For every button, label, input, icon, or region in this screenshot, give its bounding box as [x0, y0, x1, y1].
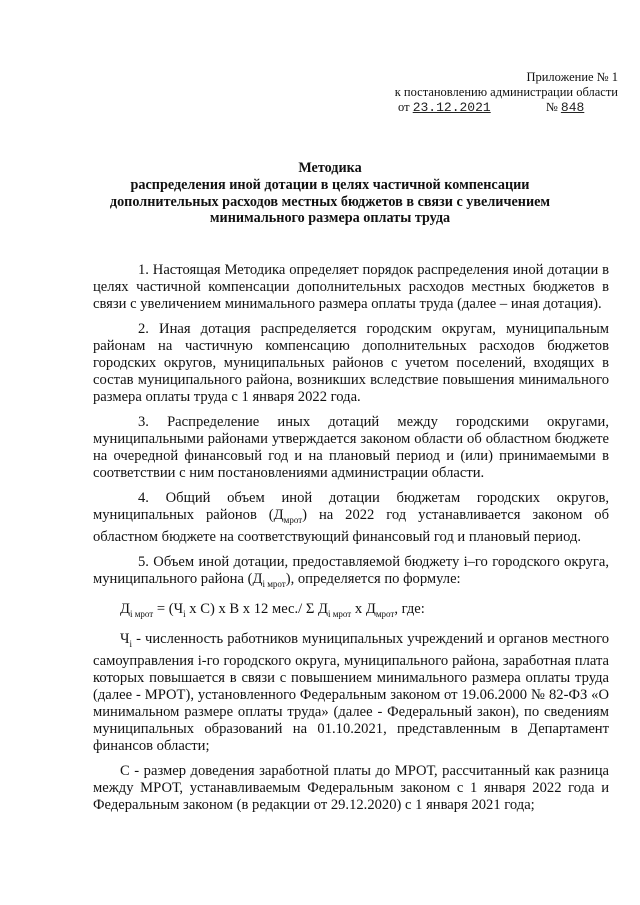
paragraph-4: [93, 490, 609, 546]
title-line-4: минимального размера оплаты труда: [209, 210, 451, 227]
title-line-2: распределения иной дотации в целях частичной компенсации: [130, 176, 530, 193]
formula-part-5: , где:: [394, 600, 425, 617]
formula: [93, 601, 609, 623]
formula-sub-1: i мрот: [129, 608, 154, 619]
paragraph-4-part-b: ) на 2022 год устанавливается законом об областном бюджете на соответствующий финансовый год и плановый период.: [93, 507, 610, 545]
formula-sub-2: i: [183, 608, 186, 619]
formula-sub-4: мрот: [375, 608, 395, 619]
resolution-number: 848: [560, 100, 585, 115]
formula-sub-3: i мрот: [327, 608, 352, 619]
formula-part-2: = (Ч: [153, 600, 184, 617]
number-wrap: [546, 100, 584, 115]
paragraph-5-sub: i мрот: [262, 578, 286, 589]
appendix-header: [370, 70, 618, 115]
paragraph-5: [93, 554, 609, 593]
paragraph-4-sub: мрот: [283, 514, 303, 525]
appendix-resolution-ref: к постановлению администрации области: [394, 85, 618, 99]
definition-ch-symbol: Ч: [120, 630, 130, 647]
paragraph-3: 3. Распределение иных дотаций между городскими округами, муниципальными районами утверждается законом области об областном бюджете на очередной финансовый год и на плановый период и (или) принимаемыми в соответствии с ним постановлениями администрации области.: [93, 414, 609, 481]
document-title: [90, 160, 570, 227]
appendix-number: Приложение № 1: [526, 70, 618, 84]
formula-part-3: х С) х В х 12 мес./ Σ Д: [185, 600, 328, 617]
paragraph-5-part-a: 5. Объем иной дотации, предоставляемой бюджету i–го городского округа, муниципального района (Д: [93, 553, 609, 587]
paragraph-1: 1. Настоящая Методика определяет порядок распределения иной дотации в целях частичной компенсации дополнительных расходов местных бюджетов в связи с увеличением минимального размера оплаты труда (далее – иная дотация).: [93, 262, 609, 312]
definition-c: С - размер доведения заработной платы до МРОТ, рассчитанный как разница между МРОТ, устанавливаемым Федеральным законом с 1 января 2022 года и Федеральным законом (в редакции от 29.12.2020) с 1 января 2021 года;: [93, 762, 609, 813]
definition-ch-text: - численность работников муниципальных учреждений и органов местного самоуправления i-го городского округа, муниципального района, заработная плата которых повышается в связи с повышением минимального размера оплаты труда (далее - МРОТ), установленного Федеральным законом от 19.06.2000 № 82-ФЗ «О минимальном размере оплаты труда» (далее - Федеральный закон), по сведениям муниципальных образований на 01.10.2021, представленным в Департамент финансов области;: [93, 630, 609, 754]
paragraph-5-part-b: ), определяется по формуле:: [285, 570, 461, 587]
paragraph-4-part-a: 4. Общий объем иной дотации бюджетам городских округов, муниципальных районов (Д: [93, 490, 609, 523]
formula-part-4: х Д: [351, 600, 376, 617]
title-line-1: Методика: [298, 160, 362, 176]
document-body: [93, 262, 609, 822]
paragraph-2: 2. Иная дотация распределяется городским округам, муниципальным районам на частичную компенсацию дополнительных расходов бюджетов городских округов, муниципальных районов с учетом поселений, входящих в состав муниципального района, возникших вследствие повышения минимального размера оплаты труда с 1 января 2022 года.: [93, 321, 609, 405]
date-prefix: от: [398, 100, 410, 114]
definition-ch: [93, 631, 609, 755]
resolution-date: 23.12.2021: [412, 100, 491, 115]
number-prefix: №: [545, 100, 558, 114]
definition-ch-sub: i: [129, 638, 133, 649]
appendix-date-line: [370, 100, 618, 115]
title-line-3: дополнительных расходов местных бюджетов в связи с увеличением: [109, 193, 551, 210]
formula-part-1: Д: [120, 600, 130, 617]
